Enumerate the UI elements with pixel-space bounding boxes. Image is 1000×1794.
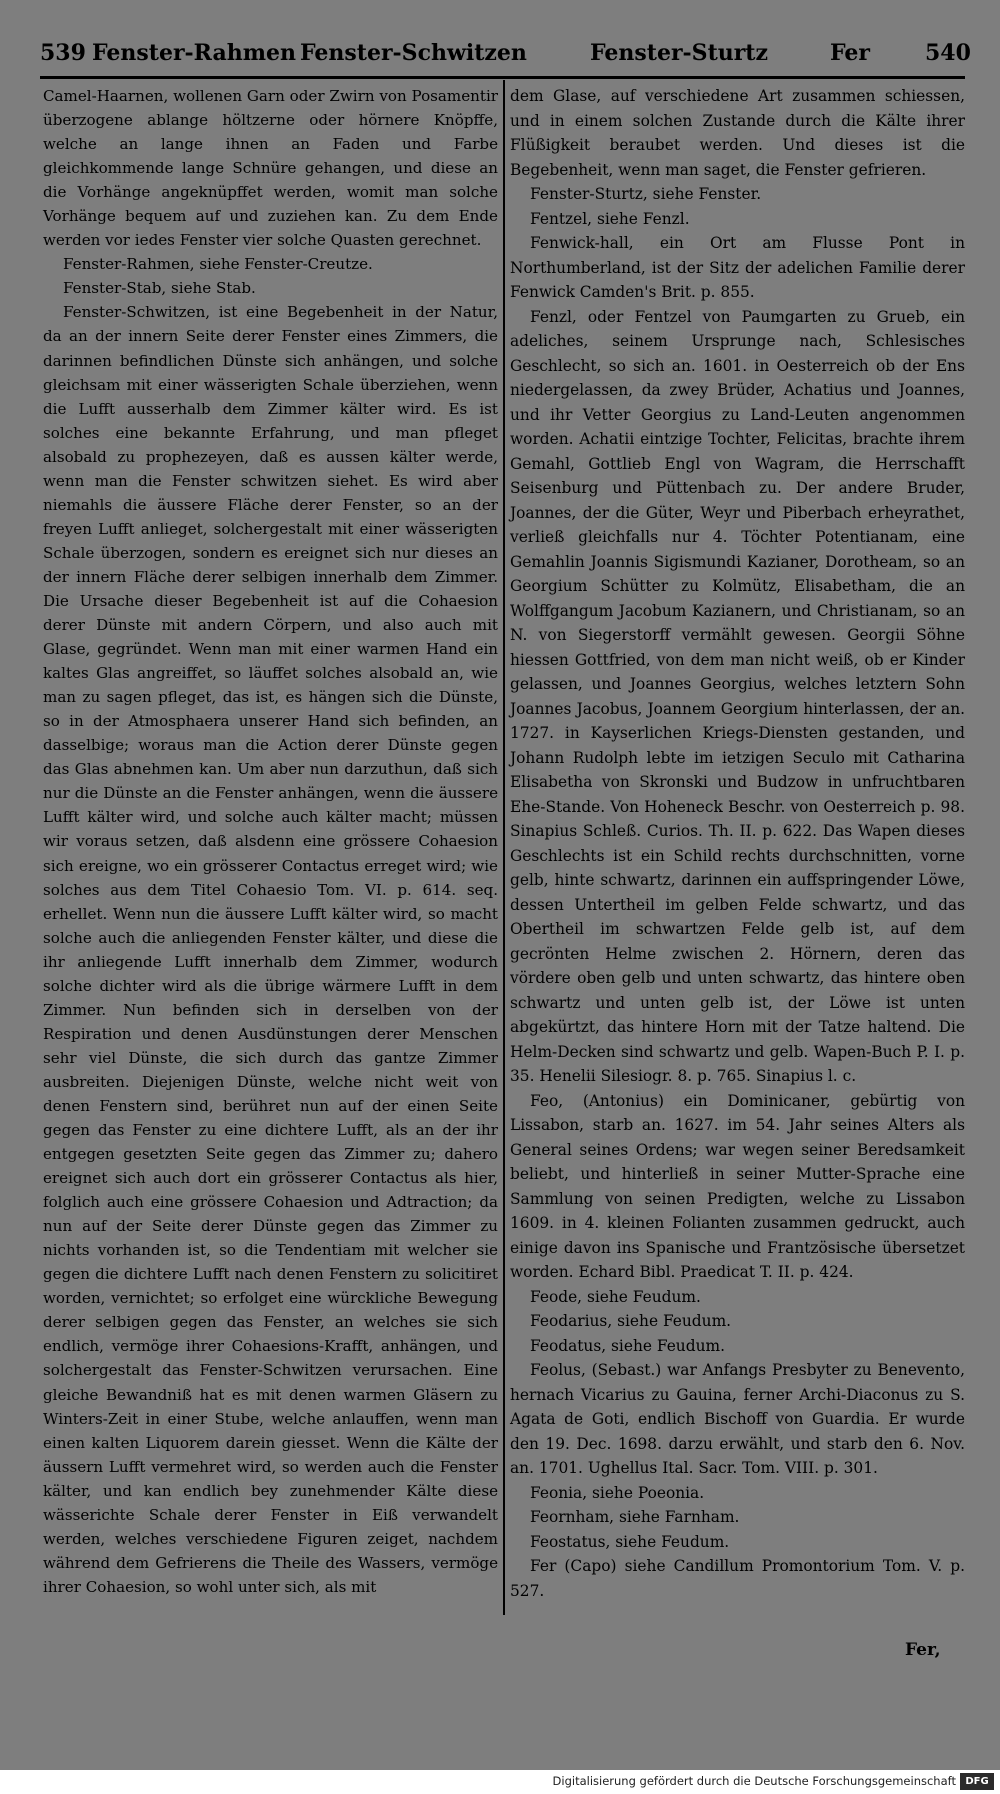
right-column-paragraph: dem Glase, auf verschiedene Art zusammen schiessen, und in einem solchen Zustande durch die Kälte ihrer Flüßigkeit beraubet werden. Und dieses ist die Begebenheit, wenn man saget, die Fenster gefrieren.: [510, 87, 965, 179]
top-rule: [40, 76, 965, 79]
left-column-paragraph: Fenster-Schwitzen, ist eine Begebenheit in der Natur, da an der innern Seite derer Fenster eines Zimmers, die darinnen befindlichen Dünste sich anhängen, und solche gleichsam mit einer wässerigten Schale überziehen, wenn die Lufft ausserhalb dem Zimmer kälter wird. Es ist solches eine bekannte Erfahrung, und man pfleget alsobald zu prophezeyen, daß es aussen kälter werde, wenn man die Fenster schwitzen siehet. Es wird aber niemahls die äussere Fläche derer Fenster, so an der freyen Lufft anlieget, solchergestalt mit einer wässerigten Schale überzogen, sondern es ereignet sich nur dieses an der innern Fläche derer selbigen innerhalb dem Zimmer. Die Ursache dieser Begebenheit ist auf die Cohaesion derer Dünste mit andern Cörpern, und also auch mit Glase, gegründet. Wenn man mit einer warmen Hand ein kaltes Glas angreiffet, so läuffet solches alsobald an, wie man zu sagen pfleget, das ist, es hängen sich die Dünste, so in der Atmosphaera unserer Hand sich befinden, an dasselbige; woraus man die Action derer Dünste gegen das Glas abnehmen kan. Um aber nun darzuthun, daß sich nur die Dünste an die Fenster anhängen, wenn die äussere Lufft kälter wird, und solche auch kälter macht; müssen wir voraus setzen, daß alsdenn eine grössere Cohaesion sich ereigne, wo ein grösserer Contactus erreget wird; wie solches aus dem Titel Cohaesio Tom. VI. p. 614. seq. erhellet. Wenn nun die äussere Lufft kälter wird, so macht solche auch die anliegenden Fenster kälter, und diese die ihr anliegende Lufft innerhalb dem Zimmer, wodurch solche dichter wird als die übrige wärmere Lufft in dem Zimmer. Nun befinden sich in derselben von der Respiration und denen Ausdünstungen derer Menschen sehr viel Dünste, die sich durch das gantze Zimmer ausbreiten. Diejenigen Dünste, welche nicht weit von denen Fenstern sind, berühret nun auf der einen Seite gegen das Fenster zu eine dichtere Lufft, als an der ihr entgegen gesetzten Seite gegen das Zimmer zu; dahero ereignet sich auch dort ein grösserer Contactus als hier, folglich auch eine grössere Cohaesion und Adtraction; da nun auf der Seite derer Dünste gegen das Zimmer zu nichts vorhanden ist, so die Tendentiam mit welcher sie gegen die dichtere Lufft nach denen Fenstern zu solicitiret worden, vernichtet; so erfolget eine würckliche Bewegung derer selbigen gegen das Fenster, an welches sie sich endlich, vermöge ihrer Cohaesions-Krafft, anhängen, und solchergestalt das Fenster-Schwitzen verursachen. Eine gleiche Bewandniß hat es mit denen warmen Gläsern zu Winters-Zeit in einer Stube, welche anlauffen, wenn man einen kalten Liquorem darein giesset. Wenn die Kälte der äussern Lufft vermehret wird, so werden auch die Fenster kälter, und kan endlich bey zunehmender Kälte diese wässerichte Schale derer Fenster in Eiß verwandelt werden, welches verschiedene Figuren zeiget, nachdem während dem Gefrierens die Theile des Wassers, vermöge ihrer Cohaesion, so wohl unter sich, als mit: [43, 303, 498, 1596]
catchword: Fer,: [905, 1640, 941, 1660]
right-column-paragraph: Feonia, siehe Poeonia.: [530, 1483, 705, 1502]
right-column-paragraph: Fer (Capo) siehe Candillum Promontorium Tom. V. p. 527.: [510, 1557, 965, 1600]
right-column-paragraph: Feodarius, siehe Feudum.: [530, 1312, 732, 1330]
left-column-paragraph: Camel-Haarnen, wollenen Garn oder Zwirn von Posamentir überzogene ablange höltzerne oder hörnere Knöpffe, welche an lange ihnen an Faden und Farbe gleichkommende lange Schnüre gehangen, und diese an die Vorhänge angeknüpffet werden, womit man solche Vorhänge bequem auf und zuziehen kan. Zu dem Ende werden vor iedes Fenster vier solche Quasten gerechnet.: [43, 87, 498, 250]
running-head: [40, 40, 970, 74]
running-head-3: Fenster-Sturtz: [590, 40, 768, 66]
left-column: [43, 84, 498, 1599]
running-head-1: Fenster-Rahmen: [92, 40, 296, 66]
footer-credit: Digitalisierung gefördert durch die Deutsche Forschungsgemeinschaft: [552, 1774, 956, 1788]
right-column-paragraph: Fentzel, siehe Fenzl.: [530, 209, 690, 228]
running-head-2: Fenster-Schwitzen: [300, 40, 527, 66]
right-column-paragraph: Feostatus, siehe Feudum.: [530, 1532, 730, 1551]
right-column: [510, 84, 965, 1603]
dfg-logo: DFG: [960, 1773, 994, 1790]
running-head-4: Fer: [830, 40, 871, 66]
right-column-paragraph: Feornham, siehe Farnham.: [530, 1508, 740, 1526]
column-divider: [503, 80, 505, 1615]
right-column-paragraph: Feo, (Antonius) ein Dominicaner, gebürtig von Lissabon, starb an. 1627. im 54. Jahr seines Alters als General seines Ordens; war wegen seiner Beredsamkeit beliebt, und hinterließ in seiner Mutter-Sprache eine Sammlung von seinen Predigten, welche zu Lissabon 1609. in 4. kleinen Folianten zusammen gedruckt, auch einige davon ins Spanische und Frantzösische übersetzet worden. Echard Bibl. Praedicat T. II. p. 424.: [510, 1091, 965, 1281]
right-column-paragraph: Fenster-Sturtz, siehe Fenster.: [530, 185, 762, 203]
right-column-paragraph: Feodatus, siehe Feudum.: [530, 1336, 725, 1355]
footer-bar: [0, 1770, 1000, 1794]
page-number-right: 540: [925, 40, 971, 66]
right-column-paragraph: Feode, siehe Feudum.: [530, 1287, 701, 1306]
page-number-left: 539: [40, 40, 86, 66]
right-column-paragraph: Fenzl, oder Fentzel von Paumgarten zu Grueb, ein adeliches, seinem Ursprunge nach, Schlesisches Geschlecht, so sich an. 1601. in Oesterreich ob der Ens niedergelassen, da zwey Brüder, Achatius und Joannes, und ihr Vetter Georgius zu Land-Leuten angenommen worden. Achatii eintzige Tochter, Felicitas, brachte ihrem Gemahl, Gottlieb Engl von Wagram, die Herrschafft Seisenburg und Püttenbach zu. Der andere Bruder, Joannes, der die Güter, Weyr und Piberbach erheyrathet, verließ gleichfalls nur 4. Töchter Potentianam, eine Gemahlin Joannis Sigismundi Kazianer, Dorotheam, so an Georgium Schütter zu Kolmütz, Elisabetham, die an Wolffgangum Jacobum Kazianern, und Christianam, so an N. von Siegerstorff vermählt gewesen. Georgii Söhne hiessen Gottfried, von dem man nicht weiß, ob er Kinder gelassen, und Joannes Georgius, welches letztern Sohn Joannes Jacobus, Joannem Georgium hinterlassen, der an. 1727. in Kayserlichen Kriegs-Diensten gestanden, und Johann Rudolph lebte im ietzigen Seculo mit Catharina Elisabetha von Skronski und Budzow in unfruchtbaren Ehe-Stande. Von Hoheneck Beschr. von Oesterreich p. 98. Sinapius Schleß. Curios. Th. II. p. 622. Das Wapen dieses Geschlechts ist ein Schild rechts durchschnitten, vorne gelb, hinte schwartz, darinnen ein auffspringender Löwe, dessen Untertheil im gelben Felde schwartz, und das Obertheil im schwartzen Felde gelb ist, auf dem gecrönten Helme zwischen 2. Hörnern, deren das vördere oben gelb und unten schwartz, das hintere oben schwartz und unten gelb ist, der Löwe ist unten abgekürtzt, das hintere Horn mit der Tatze haltend. Die Helm-Decken sind schwartz und gelb. Wapen-Buch P. I. p. 35. Henelii Silesiogr. 8. p. 765. Sinapius l. c.: [510, 307, 965, 1085]
left-column-paragraph: Fenster-Stab, siehe Stab.: [63, 279, 256, 298]
left-column-paragraph: Fenster-Rahmen, siehe Fenster-Creutze.: [63, 255, 373, 274]
right-column-paragraph: Feolus, (Sebast.) war Anfangs Presbyter zu Benevento, hernach Vicarius zu Gauina, ferner Archi-Diaconus zu S. Agata de Goti, endlich Bischoff von Guardia. Er wurde den 19. Dec. 1698. darzu erwählt, und starb den 6. Nov. an. 1701. Ughellus Ital. Sacr. Tom. VIII. p. 301.: [510, 1361, 965, 1477]
right-column-paragraph: Fenwick-hall, ein Ort am Flusse Pont in Northumberland, ist der Sitz der adelichen Familie derer Fenwick Camden's Brit. p. 855.: [510, 234, 965, 301]
